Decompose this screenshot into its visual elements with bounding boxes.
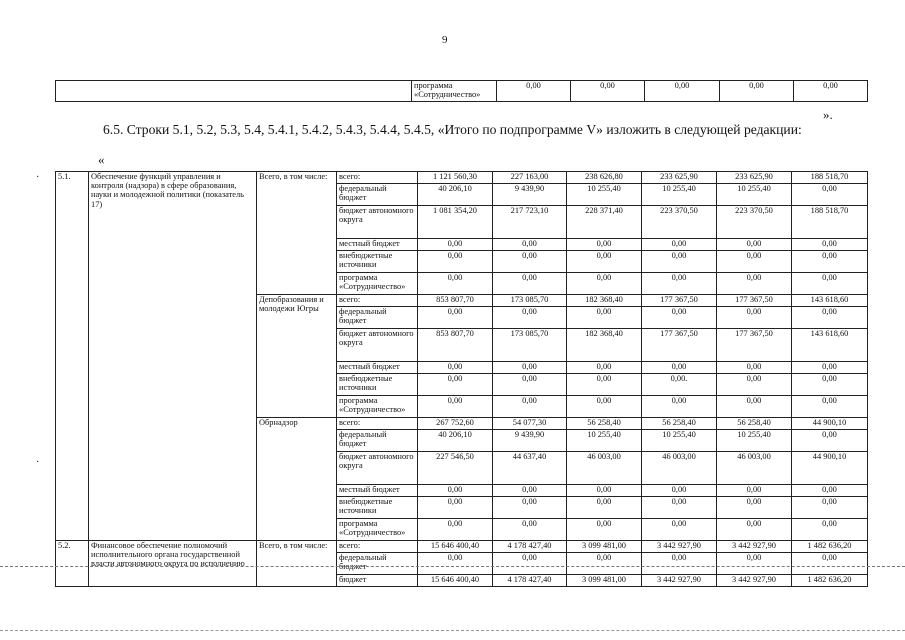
- value-cell: 0,00: [497, 81, 571, 102]
- funding-source: бюджет автономного округа: [337, 206, 418, 239]
- value-cell: 0,00: [418, 273, 493, 295]
- value-cell: 56 258,40: [717, 418, 792, 430]
- page-number: 9: [442, 34, 448, 46]
- value-cell: 44 900,10: [792, 418, 868, 430]
- value-cell: 46 003,00: [567, 452, 642, 485]
- value-cell: 0,00: [642, 497, 717, 519]
- value-cell: 0,00: [717, 273, 792, 295]
- value-cell: 0,00: [794, 81, 868, 102]
- value-cell: 0,00: [642, 307, 717, 329]
- value-cell: 0,00: [493, 273, 567, 295]
- value-cell: 0,00: [792, 307, 868, 329]
- table-row: [56, 81, 868, 102]
- value-cell: 3 442 927,90: [642, 575, 717, 587]
- funding-source: всего:: [337, 295, 418, 307]
- value-cell: 0,00: [642, 362, 717, 374]
- value-cell: 56 258,40: [567, 418, 642, 430]
- value-cell: 0,00: [717, 553, 792, 575]
- value-cell: 233 625,90: [717, 172, 792, 184]
- value-cell: 0,00: [717, 485, 792, 497]
- value-cell: 40 206,10: [418, 430, 493, 452]
- scan-line: [0, 566, 905, 567]
- value-cell: 0,00: [567, 239, 642, 251]
- value-cell: 182 368,40: [567, 295, 642, 307]
- value-cell: 177 367,50: [717, 295, 792, 307]
- funding-source: федеральный бюджет: [337, 553, 418, 575]
- value-cell: 0,00: [418, 251, 493, 273]
- value-cell: 0,00: [493, 362, 567, 374]
- value-cell: 10 255,40: [642, 430, 717, 452]
- row-number: 5.1.: [56, 172, 89, 541]
- value-cell: 227 163,00: [493, 172, 567, 184]
- funding-source: всего:: [337, 172, 418, 184]
- funding-source: внебюджетные источники: [337, 251, 418, 273]
- value-cell: 0,00: [720, 81, 794, 102]
- value-cell: 56 258,40: [642, 418, 717, 430]
- funding-source: федеральный бюджет: [337, 307, 418, 329]
- value-cell: 3 442 927,90: [717, 575, 792, 587]
- funding-source: местный бюджет: [337, 239, 418, 251]
- value-cell: 0,00: [792, 553, 868, 575]
- value-cell: 217 723,10: [493, 206, 567, 239]
- value-cell: 0,00: [792, 239, 868, 251]
- value-cell: 0,00: [567, 374, 642, 396]
- value-cell: 177 367,50: [642, 329, 717, 362]
- value-cell: 44 637,40: [493, 452, 567, 485]
- value-cell: 0,00: [493, 396, 567, 418]
- value-cell: 0,00: [717, 362, 792, 374]
- value-cell: 54 077,30: [493, 418, 567, 430]
- value-cell: 0,00: [493, 485, 567, 497]
- value-cell: 4 178 427,40: [493, 575, 567, 587]
- value-cell: 0,00: [792, 430, 868, 452]
- table-row: [56, 541, 868, 553]
- empty-cell: [56, 81, 412, 102]
- value-cell: 173 085,70: [493, 295, 567, 307]
- value-cell: 0,00: [567, 553, 642, 575]
- funding-source: бюджет автономного округа: [337, 452, 418, 485]
- funding-table: [55, 171, 868, 587]
- funding-source: всего:: [337, 541, 418, 553]
- value-cell: 0,00: [642, 485, 717, 497]
- value-cell: 0,00: [567, 273, 642, 295]
- value-cell: 0,00: [717, 307, 792, 329]
- value-cell: 0,00: [418, 396, 493, 418]
- value-cell: 0,00.: [642, 374, 717, 396]
- value-cell: 3 099 481,00: [567, 541, 642, 553]
- closing-quote: ».: [823, 107, 833, 122]
- value-cell: 853 807,70: [418, 329, 493, 362]
- value-cell: 0,00: [792, 362, 868, 374]
- value-cell: 44 900,10: [792, 452, 868, 485]
- funding-source: федеральный бюджет: [337, 184, 418, 206]
- value-cell: 0,00: [567, 251, 642, 273]
- value-cell: 10 255,40: [717, 430, 792, 452]
- value-cell: 0,00: [792, 485, 868, 497]
- value-cell: 3 442 927,90: [717, 541, 792, 553]
- funding-source: федеральный бюджет: [337, 430, 418, 452]
- value-cell: 0,00: [567, 362, 642, 374]
- funding-source: бюджет автономного округа: [337, 329, 418, 362]
- value-cell: 853 807,70: [418, 295, 493, 307]
- value-cell: 0,00: [493, 519, 567, 541]
- value-cell: 0,00: [567, 307, 642, 329]
- value-cell: 223 370,50: [717, 206, 792, 239]
- value-cell: 0,00: [567, 485, 642, 497]
- value-cell: 1 482 636,20: [792, 575, 868, 587]
- row-number: 5.2.: [56, 541, 89, 587]
- value-cell: 10 255,40: [642, 184, 717, 206]
- value-cell: 223 370,50: [642, 206, 717, 239]
- value-cell: 0,00: [642, 251, 717, 273]
- value-cell: 227 546,50: [418, 452, 493, 485]
- opening-quote: «: [98, 152, 105, 167]
- value-cell: 267 752,60: [418, 418, 493, 430]
- value-cell: 40 206,10: [418, 184, 493, 206]
- value-cell: 0,00: [642, 519, 717, 541]
- value-cell: 0,00: [567, 396, 642, 418]
- value-cell: 3 099 481,00: [567, 575, 642, 587]
- value-cell: 0,00: [567, 519, 642, 541]
- value-cell: 10 255,40: [567, 430, 642, 452]
- value-cell: 0,00: [493, 553, 567, 575]
- value-cell: 0,00: [717, 497, 792, 519]
- executor: Всего, в том числе:: [257, 541, 337, 587]
- value-cell: 10 255,40: [717, 184, 792, 206]
- value-cell: 0,00: [642, 553, 717, 575]
- value-cell: 0,00: [642, 239, 717, 251]
- funding-source: внебюджетные источники: [337, 374, 418, 396]
- measure-name: Обеспечение функций управления и контроля (надзора) в сфере образования, науки и молодежной политики (показатель 17): [89, 172, 257, 541]
- value-cell: 0,00: [418, 485, 493, 497]
- value-cell: 0,00: [493, 239, 567, 251]
- funding-source: программа «Сотрудничество»: [337, 396, 418, 418]
- value-cell: 0,00: [717, 251, 792, 273]
- value-cell: 0,00: [418, 362, 493, 374]
- value-cell: 182 368,40: [567, 329, 642, 362]
- executor: Обрнадзор: [257, 418, 337, 541]
- value-cell: 0,00: [792, 497, 868, 519]
- funding-source: внебюджетные источники: [337, 497, 418, 519]
- value-cell: 3 442 927,90: [642, 541, 717, 553]
- value-cell: 0,00: [717, 519, 792, 541]
- value-cell: 188 518,70: [792, 206, 868, 239]
- table-row: [56, 172, 868, 184]
- value-cell: 1 081 354,20: [418, 206, 493, 239]
- value-cell: 0,00: [645, 81, 720, 102]
- value-cell: 0,00: [717, 239, 792, 251]
- value-cell: 188 518,70: [792, 172, 868, 184]
- value-cell: 177 367,50: [642, 295, 717, 307]
- source-cell: программа «Сотрудничество»: [412, 81, 497, 102]
- continuation-table: [55, 80, 868, 102]
- value-cell: 0,00: [493, 374, 567, 396]
- funding-source: программа «Сотрудничество»: [337, 519, 418, 541]
- funding-source: программа «Сотрудничество»: [337, 273, 418, 295]
- value-cell: 0,00: [418, 497, 493, 519]
- value-cell: 0,00: [792, 184, 868, 206]
- value-cell: 10 255,40: [567, 184, 642, 206]
- executor: Всего, в том числе:: [257, 172, 337, 295]
- value-cell: 0,00: [571, 81, 645, 102]
- value-cell: 1 482 636,20: [792, 541, 868, 553]
- value-cell: 0,00: [567, 497, 642, 519]
- margin-dot: ·: [36, 172, 40, 183]
- value-cell: 143 618,60: [792, 329, 868, 362]
- value-cell: 0,00: [418, 239, 493, 251]
- value-cell: 46 003,00: [642, 452, 717, 485]
- value-cell: 0,00: [792, 519, 868, 541]
- value-cell: 1 121 560,30: [418, 172, 493, 184]
- value-cell: 9 439,90: [493, 184, 567, 206]
- funding-source: бюджет: [337, 575, 418, 587]
- value-cell: 0,00: [493, 251, 567, 273]
- heading-text: 6.5. Строки 5.1, 5.2, 5.3, 5.4, 5.4.1, 5.4.2, 5.4.3, 5.4.4, 5.4.5, «Итого по подпрограмме V» изложить в следующей редакции:: [103, 122, 802, 137]
- value-cell: 0,00: [717, 374, 792, 396]
- value-cell: 0,00: [493, 497, 567, 519]
- value-cell: 0,00: [418, 307, 493, 329]
- value-cell: 0,00: [642, 273, 717, 295]
- value-cell: 233 625,90: [642, 172, 717, 184]
- executor: Депобразования и молодежи Югры: [257, 295, 337, 418]
- measure-name: Финансовое обеспечение полномочий исполнительного органа государственной власти автономного округа по исполнению: [89, 541, 257, 587]
- value-cell: 177 367,50: [717, 329, 792, 362]
- value-cell: 15 646 400,40: [418, 575, 493, 587]
- funding-source: местный бюджет: [337, 485, 418, 497]
- value-cell: 0,00: [792, 396, 868, 418]
- value-cell: 0,00: [792, 273, 868, 295]
- value-cell: 0,00: [792, 251, 868, 273]
- margin-dot: ·: [36, 457, 40, 468]
- value-cell: 173 085,70: [493, 329, 567, 362]
- value-cell: 0,00: [642, 396, 717, 418]
- value-cell: 0,00: [717, 396, 792, 418]
- scan-line: [0, 630, 905, 631]
- funding-source: местный бюджет: [337, 362, 418, 374]
- value-cell: 0,00: [418, 553, 493, 575]
- value-cell: 9 439,90: [493, 430, 567, 452]
- value-cell: 143 618,60: [792, 295, 868, 307]
- amendment-heading: [62, 121, 862, 138]
- value-cell: 15 646 400,40: [418, 541, 493, 553]
- value-cell: 4 178 427,40: [493, 541, 567, 553]
- value-cell: 0,00: [792, 374, 868, 396]
- value-cell: 0,00: [418, 374, 493, 396]
- value-cell: 238 626,80: [567, 172, 642, 184]
- value-cell: 0,00: [493, 307, 567, 329]
- value-cell: 0,00: [418, 519, 493, 541]
- funding-source: всего:: [337, 418, 418, 430]
- value-cell: 228 371,40: [567, 206, 642, 239]
- value-cell: 46 003,00: [717, 452, 792, 485]
